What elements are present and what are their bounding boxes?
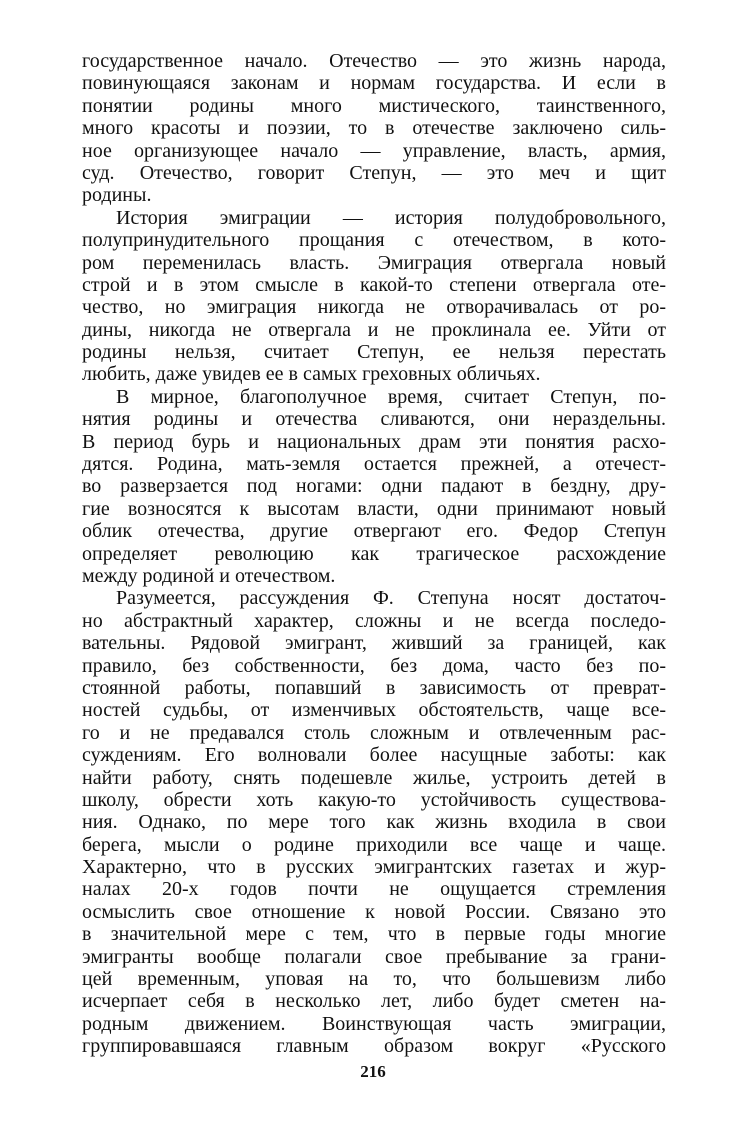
text-line: найти работу, снять подешевле жилье, устроить детей в: [82, 766, 666, 789]
text-line: ное организующее начало — управление, власть, армия,: [82, 139, 666, 162]
text-line: родным движением. Воинствующая часть эмиграции,: [82, 1012, 666, 1035]
text-line: стоянной работы, попавший в зависимость от преврат-: [82, 676, 666, 699]
text-line: вательны. Рядовой эмигрант, живший за границей, как: [82, 632, 666, 655]
text-line: но абстрактный характер, сложны и не всегда последо-: [82, 609, 666, 632]
text-line: родины.: [82, 184, 152, 207]
text-line: суждениям. Его волновали более насущные заботы: как: [82, 744, 666, 767]
text-line: го и не предавался столь сложным и отвлеченным рас-: [82, 721, 666, 744]
text-line: суд. Отечество, говорит Степун, — это меч и щит: [82, 161, 666, 184]
text-line: государственное начало. Отечество — это жизнь народа,: [82, 50, 666, 72]
text-line: облик отечества, другие отвергают его. Федор Степун: [82, 520, 666, 543]
text-line: нятия родины и отечества сливаются, они нераздельны.: [82, 408, 666, 431]
text-line: цей временным, уповая на то, что большевизм либо: [82, 968, 666, 991]
text-line: дятся. Родина, мать-земля остается прежней, а отечест-: [82, 453, 666, 476]
text-line: исчерпает себя в несколько лет, либо будет сметен на-: [82, 990, 666, 1013]
text-line: Разумеется, рассуждения Ф. Степуна носят достаточ-: [116, 587, 666, 610]
text-line: В мирное, благополучное время, считает Степун, по-: [116, 385, 666, 408]
text-line: полупринудительного прощания с отечеством, в кото-: [82, 229, 666, 252]
text-line: берега, мысли о родине приходили все чаще и чаще.: [82, 833, 666, 856]
text-line: школу, обрести хоть какую-то устойчивость существова-: [82, 788, 666, 811]
body-text: [82, 50, 666, 1058]
text-line: чество, но эмиграция никогда не отворачивалась от ро-: [82, 296, 666, 319]
text-line: группировавшаяся главным образом вокруг «Русского: [82, 1035, 666, 1058]
page-number: 216: [360, 1062, 386, 1081]
text-line: родины нельзя, считает Степун, ее нельзя перестать: [82, 341, 666, 364]
text-line: налах 20-х годов почти не ощущается стремления: [82, 878, 666, 901]
text-line: ром переменилась власть. Эмиграция отвергала новый: [82, 251, 666, 274]
text-line: ния. Однако, по мере того как жизнь входила в свои: [82, 811, 666, 834]
text-line: дины, никогда не отвергала и не проклинала ее. Уйти от: [82, 318, 666, 341]
text-line: определяет революцию как трагическое расхождение: [82, 542, 666, 565]
text-line: В период бурь и национальных драм эти понятия расхо-: [82, 430, 666, 453]
text-line: много красоты и поэзии, то в отечестве заключено силь-: [82, 117, 666, 140]
text-line: между родиной и отечеством.: [82, 564, 336, 587]
text-line: строй и в этом смысле в какой-то степени отвергала оте-: [82, 273, 666, 296]
text-line: осмыслить свое отношение к новой России. Связано это: [82, 900, 666, 923]
text-line: любить, даже увидев ее в самых греховных обличьях.: [82, 363, 541, 386]
text-line: История эмиграции — история полудобровольного,: [116, 206, 666, 229]
text-line: правило, без собственности, без дома, часто без по-: [82, 654, 666, 677]
text-line: понятии родины много мистического, таинственного,: [82, 94, 666, 117]
text-line: ностей судьбы, от изменчивых обстоятельств, чаще все-: [82, 699, 666, 722]
text-line: гие возносятся к высотам власти, одни принимают новый: [82, 497, 666, 520]
text-line: в значительной мере с тем, что в первые годы многие: [82, 923, 666, 946]
text-line: Характерно, что в русских эмигрантских газетах и жур-: [82, 856, 666, 879]
text-line: эмигранты вообще полагали свое пребывание за грани-: [82, 945, 666, 968]
text-line: повинующаяся законам и нормам государства. И если в: [82, 72, 666, 95]
text-line: во разверзается под ногами: одни падают в бездну, дру-: [82, 475, 666, 498]
